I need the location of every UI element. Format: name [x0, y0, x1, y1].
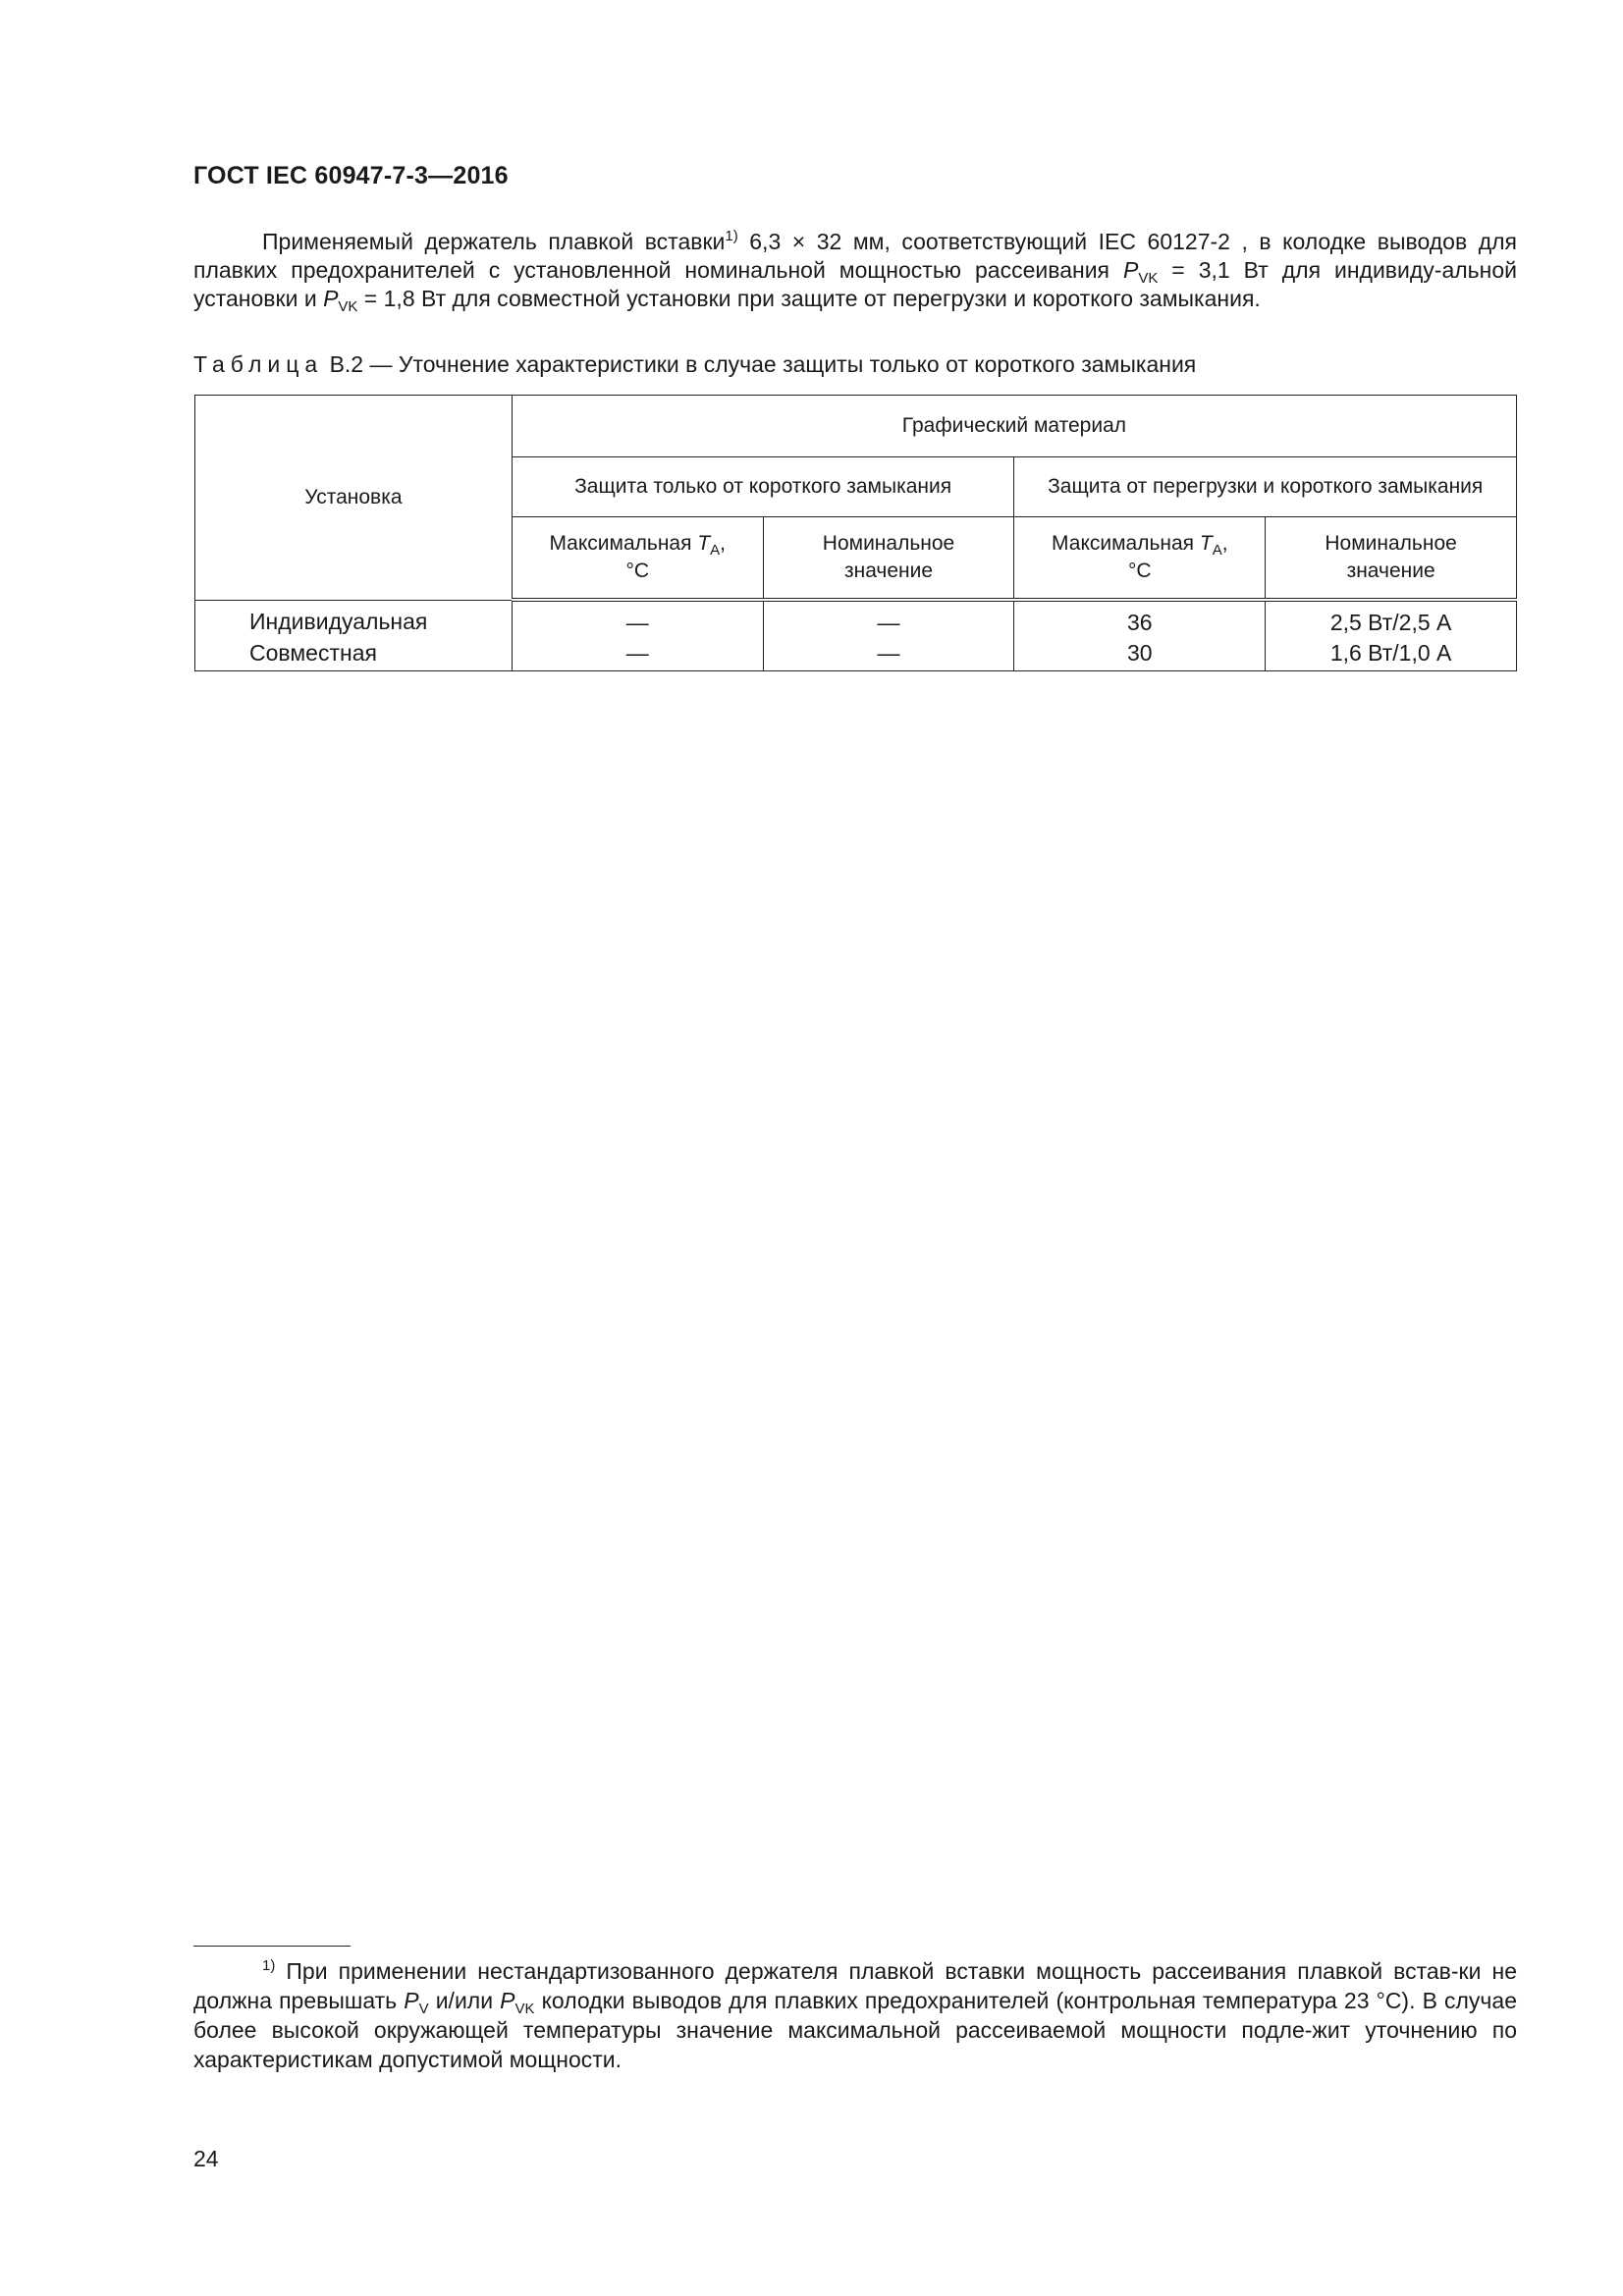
short-circuit-temperature: — — [512, 600, 763, 638]
overload-nominal: 2,5 Вт/2,5 А — [1266, 600, 1517, 638]
power-subscript: VK — [1138, 270, 1159, 287]
power-symbol: P — [323, 286, 339, 311]
footnote-text-2: и/или — [428, 1988, 501, 2013]
nominal-value-header: Номинальное значение — [1266, 517, 1517, 601]
table-caption-label: Таблица — [193, 351, 324, 377]
specification-table — [194, 395, 1517, 671]
power-symbol: P — [404, 1988, 419, 2013]
short-circuit-nominal: — — [763, 600, 1014, 638]
intro-text-2: 6,3 × 32 мм, соответствующий IEC 60127-2 , в колодке выводов для плавких предохранителей с установленной номинальной мощностью рассеивания — [193, 229, 1518, 283]
overload-nominal: 1,6 Вт/1,0 А — [1266, 638, 1517, 671]
page-number: 24 — [193, 2146, 219, 2171]
max-temperature-header: Максимальная $T_A$, °C — [512, 517, 763, 601]
table-caption — [193, 351, 1196, 378]
overload-and-short-circuit-header: Защита от перегрузки и короткого замыкания — [1014, 457, 1517, 517]
power-symbol: P — [500, 1988, 515, 2013]
footnote-divider — [193, 1946, 351, 1947]
intro-text-1: Применяемый держатель плавкой вставки — [262, 229, 726, 254]
max-temperature-header: Максимальная $T_A$, °C — [1014, 517, 1266, 601]
installation-name: Совместная — [195, 638, 513, 671]
document-code-header: ГОСТ IEC 60947-7-3—2016 — [193, 162, 509, 189]
footnote-mark: 1) — [262, 1957, 276, 1974]
intro-paragraph — [193, 228, 1517, 313]
footnote — [193, 1956, 1517, 2074]
short-circuit-temperature: — — [512, 638, 763, 671]
nominal-value-header: Номинальное значение — [763, 517, 1014, 601]
intro-text-3: = 3,1 Вт для индивиду-альной установки и — [193, 257, 1517, 311]
footnote-text-3: колодки выводов для плавких предохранителей (контрольная температура 23 °С). В случае более высокой окружающей температуры значение максимальной рассеиваемой мощности подле-жит уточнению по характеристикам допустимой мощности. — [193, 1988, 1517, 2072]
table-row — [195, 638, 1517, 671]
footnote-reference[interactable]: 1) — [725, 228, 738, 244]
power-subscript: VK — [338, 298, 358, 315]
installation-header: Установка — [195, 396, 513, 601]
graphic-material-header: Графический материал — [512, 396, 1516, 457]
short-circuit-only-header: Защита только от короткого замыкания — [512, 457, 1014, 517]
intro-text-4: = 1,8 Вт для совместной установки при защите от перегрузки и короткого замыкания. — [357, 286, 1261, 311]
table-row — [195, 600, 1517, 638]
power-subscript: VK — [514, 2001, 535, 2017]
power-subscript: V — [418, 2001, 429, 2017]
power-symbol: P — [1122, 257, 1139, 283]
short-circuit-nominal: — — [763, 638, 1014, 671]
installation-name: Индивидуальная — [195, 600, 513, 638]
overload-temperature: 36 — [1014, 600, 1266, 638]
table-header-row — [195, 396, 1517, 457]
overload-temperature: 30 — [1014, 638, 1266, 671]
table-caption-text: В.2 — Уточнение характеристики в случае защиты только от короткого замыкания — [323, 351, 1197, 377]
footnote-text-1: При применении нестандартизованного держателя плавкой вставки мощность рассеивания плавкой встав-ки не должна превышать — [193, 1958, 1517, 2013]
